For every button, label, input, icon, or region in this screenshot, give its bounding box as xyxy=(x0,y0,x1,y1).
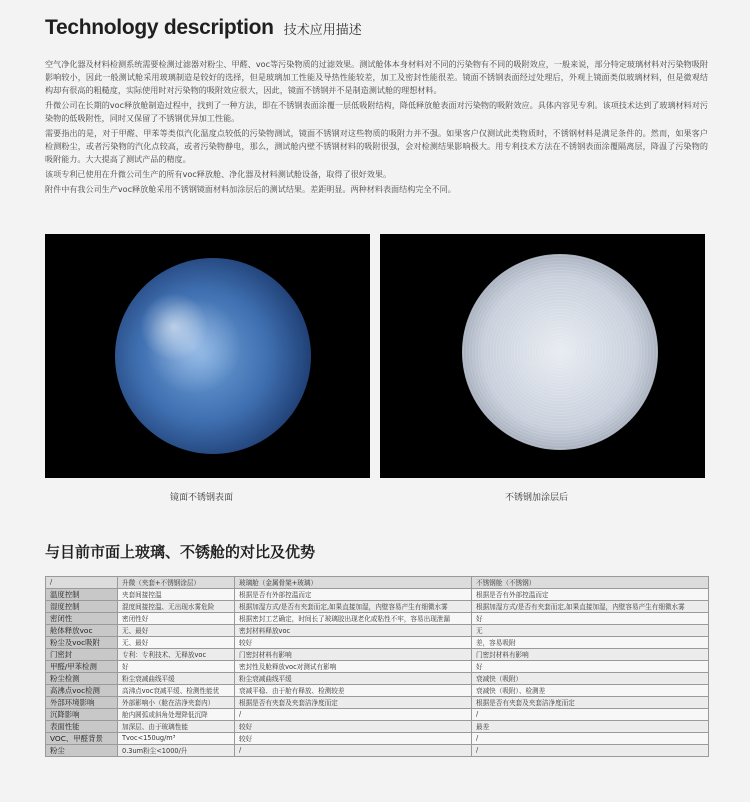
table-cell: 外部影响小（舱在洁净夹套内） xyxy=(118,696,235,708)
table-row xyxy=(46,588,709,600)
description-text xyxy=(45,58,708,198)
table-cell: 密封性及舱释放voc对测试有影响 xyxy=(235,660,472,672)
table-row xyxy=(46,720,709,732)
paragraph: 空气净化器及材料检测系统需要检测过滤器对粉尘、甲醛、voc等污染物质的过滤效果。测试舱体本身材料对不同的污染物有不同的吸附效应，一般来说，部分特定玻璃材料对污染物吸附影响较小，因此一般测试舱采用玻璃制造是较好的选择，但是玻璃加工性能及导热性能较差，加工及密封性能很差。镜面不锈钢表面经过处理后，外观上镜面类似玻璃材料，但是微观结构却有很高的粗糙度，实际使用时对污染物的吸附效应很大，因此，镜面不锈钢并不是制造测试舱的理想材料。 xyxy=(45,59,708,95)
table-cell: 较好 xyxy=(235,636,472,648)
table-row xyxy=(46,696,709,708)
coated-steel-photo xyxy=(380,234,705,478)
page-title: Technology description xyxy=(45,16,274,39)
row-label-cell: 甲醛/甲苯检测 xyxy=(46,660,118,672)
row-label-cell: 粉尘及voc吸附 xyxy=(46,636,118,648)
table-header-cell: 不锈钢舱（不锈钢） xyxy=(472,577,709,589)
mirror-steel-photo xyxy=(45,234,370,478)
table-row xyxy=(46,732,709,744)
table-cell: Tvoc<150ug/m³ xyxy=(118,732,235,744)
title-row xyxy=(45,16,362,40)
table-cell: 根据是否有夹套及夹套洁净度而定 xyxy=(235,696,472,708)
comparison-title: 与目前市面上玻璃、不锈舱的对比及优势 xyxy=(45,543,316,561)
table-cell: 根据是否有外部控温而定 xyxy=(472,588,709,600)
table-cell: 粉尘衰减曲线平缓 xyxy=(118,672,235,684)
table-cell: 根据是否有夹套及夹套洁净度而定 xyxy=(472,696,709,708)
table-cell: 无、最好 xyxy=(118,624,235,636)
caption-coated-steel: 不锈钢加涂层后 xyxy=(505,493,569,503)
table-cell: 舱内圆弧或斜角处理降低沉降 xyxy=(118,708,235,720)
row-label-cell: 舱体释放voc xyxy=(46,624,118,636)
table-cell: 无、最好 xyxy=(118,636,235,648)
table-cell: 密封材料释放voc xyxy=(235,624,472,636)
table-cell: 密闭性好 xyxy=(118,612,235,624)
table-cell: 根据加湿方式/是否有夹套而定,如果直接加湿，内壁容易产生有细微水雾 xyxy=(472,600,709,612)
row-label-cell: 表面性能 xyxy=(46,720,118,732)
table-row xyxy=(46,708,709,720)
table-cell: 好 xyxy=(472,612,709,624)
table-header-cell: / xyxy=(46,577,118,589)
table-row xyxy=(46,744,709,756)
row-label-cell: 粉尘 xyxy=(46,744,118,756)
table-row xyxy=(46,684,709,696)
table-cell: / xyxy=(235,708,472,720)
table-cell: 衰减平稳、由于舱有释放、检测较差 xyxy=(235,684,472,696)
row-label-cell: 门密封 xyxy=(46,648,118,660)
table-cell: 门密封材料有影响 xyxy=(472,648,709,660)
paragraph: 需要指出的是，对于甲醛、甲苯等类似汽化温度点较低的污染物测试，镜面不锈钢对这些物质的吸附力并不强。如果客户仅测试此类物质时，不锈钢材料是满足条件的。然而，如果客户检测粉尘，或者污染物的汽化点较高，或者污染物静电，那么，测试舱内壁不锈钢材料的吸附很强，会对检测结果影响极大。用专利技术方法在不锈钢表面涂覆隔离层，降温了污染物的吸附能力。大大提高了测试产品的精度。 xyxy=(45,128,708,164)
table-cell: 根据是否有外部控温而定 xyxy=(235,588,472,600)
table-row xyxy=(46,660,709,672)
table-cell: 无 xyxy=(472,624,709,636)
table-cell: 好 xyxy=(472,660,709,672)
row-label-cell: 湿度控制 xyxy=(46,600,118,612)
table-cell: 差，容易吸附 xyxy=(472,636,709,648)
row-label-cell: VOC、甲醛背景 xyxy=(46,732,118,744)
table-row xyxy=(46,636,709,648)
row-label-cell: 高沸点voc检测 xyxy=(46,684,118,696)
row-label-cell: 外部环境影响 xyxy=(46,696,118,708)
paragraph: 附件中有我公司生产voc释放舱采用不锈钢镜面材料加涂层后的测试结果。差距明显。两种材料表面结构完全不同。 xyxy=(45,184,456,194)
table-cell: 加深层、由于玻璃性能 xyxy=(118,720,235,732)
microscope-view-mirror xyxy=(115,258,311,454)
table-row xyxy=(46,612,709,624)
row-label-cell: 温度控制 xyxy=(46,588,118,600)
table-cell: 最差 xyxy=(472,720,709,732)
table-cell: 门密封材料有影响 xyxy=(235,648,472,660)
table-header-cell: 玻璃舱（金属骨架+玻璃） xyxy=(235,577,472,589)
table-cell: / xyxy=(235,744,472,756)
page-subtitle: 技术应用描述 xyxy=(283,23,362,38)
table-cell: 根据密封工艺确定，时间长了玻璃胶出现老化或粘性不牢，容易出现泄漏 xyxy=(235,612,472,624)
table-row xyxy=(46,648,709,660)
paragraph: 升微公司在长期的voc释放舱制造过程中，找到了一种方法，即在不锈钢表面涂覆一层低吸附结构，降低释放舱表面对污染物的吸附效应。具体内容见专利。该项技术达到了玻璃材料对污染物的低吸附性，同时又保留了不锈钢优异加工性能。 xyxy=(45,100,708,123)
table-cell: 根据加湿方式/是否有夹套而定,如果直接加湿，内壁容易产生有细微水雾 xyxy=(235,600,472,612)
table-cell: / xyxy=(472,732,709,744)
table-cell: 高沸点voc衰减平缓、检测性能优 xyxy=(118,684,235,696)
row-label-cell: 密闭性 xyxy=(46,612,118,624)
table-cell: 衰减快（吸附）、检测差 xyxy=(472,684,709,696)
paragraph: 该项专利已使用在升微公司生产的所有voc释放舱、净化器及材料测试舱设备，取得了很好效果。 xyxy=(45,169,392,179)
table-row xyxy=(46,672,709,684)
table-header-row xyxy=(46,577,709,589)
table-cell: 专利：专利技术、无释放voc xyxy=(118,648,235,660)
caption-mirror-steel: 镜面不锈钢表面 xyxy=(170,493,234,503)
table-cell: 粉尘衰减曲线平缓 xyxy=(235,672,472,684)
table-cell: 衰减快（吸附） xyxy=(472,672,709,684)
table-row xyxy=(46,624,709,636)
comparison-table xyxy=(45,576,709,757)
table-header-cell: 升微（夹套+不锈钢涂层） xyxy=(118,577,235,589)
table-cell: 较好 xyxy=(235,720,472,732)
table-cell: 较好 xyxy=(235,732,472,744)
table-cell: / xyxy=(472,708,709,720)
table-cell: 混度间接控温、无出现水雾危险 xyxy=(118,600,235,612)
microscope-view-coated xyxy=(462,254,658,450)
table-cell: / xyxy=(472,744,709,756)
table-cell: 夹套间接控温 xyxy=(118,588,235,600)
table-cell: 好 xyxy=(118,660,235,672)
table-cell: 0.3um粉尘<1000/升 xyxy=(118,744,235,756)
row-label-cell: 粉尘检测 xyxy=(46,672,118,684)
row-label-cell: 沉降影响 xyxy=(46,708,118,720)
table-row xyxy=(46,600,709,612)
